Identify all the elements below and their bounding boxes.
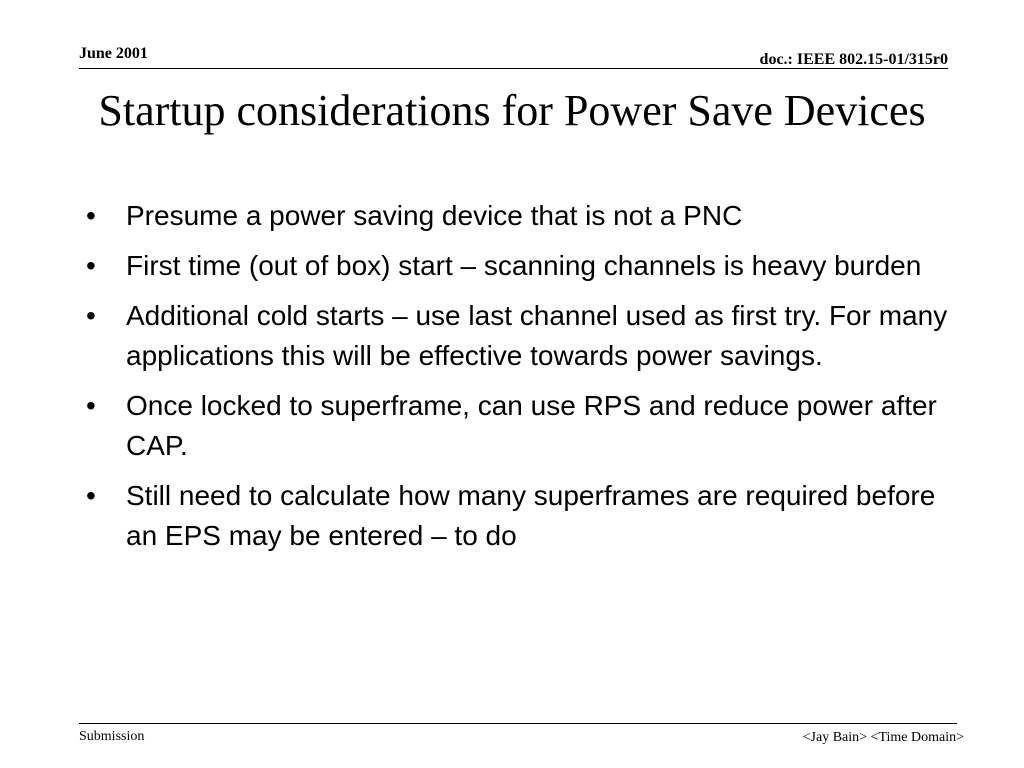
header-date: June 2001 <box>79 45 148 62</box>
footer-divider <box>79 723 957 724</box>
footer-submission: Submission <box>79 729 145 744</box>
bullet-item <box>86 476 966 556</box>
bullet-marker: • <box>86 250 96 281</box>
bullet-list <box>86 196 966 566</box>
bullet-item <box>86 246 966 286</box>
bullet-item <box>86 296 966 376</box>
bullet-marker: • <box>86 390 96 421</box>
header-divider <box>79 68 948 69</box>
bullet-item <box>86 196 966 236</box>
slide-title: Startup considerations for Power Save Devices <box>98 86 926 135</box>
bullet-marker: • <box>86 300 96 331</box>
header-doc-id: doc.: IEEE 802.15-01/315r0 <box>759 51 948 68</box>
bullet-text: Presume a power saving device that is not a PNC <box>126 200 743 231</box>
bullet-text: Once locked to superframe, can use RPS and reduce power after CAP. <box>126 390 937 461</box>
bullet-text: Additional cold starts – use last channel used as first try. For many applications this will be effective towards power savings. <box>126 300 948 371</box>
bullet-item <box>86 386 966 466</box>
bullet-text: First time (out of box) start – scanning channels is heavy burden <box>126 250 922 281</box>
footer-author: <Jay Bain> <Time Domain> <box>802 730 964 745</box>
bullet-text: Still need to calculate how many superframes are required before an EPS may be entered – to do <box>126 480 936 551</box>
bullet-marker: • <box>86 200 96 231</box>
bullet-marker: • <box>86 480 96 511</box>
